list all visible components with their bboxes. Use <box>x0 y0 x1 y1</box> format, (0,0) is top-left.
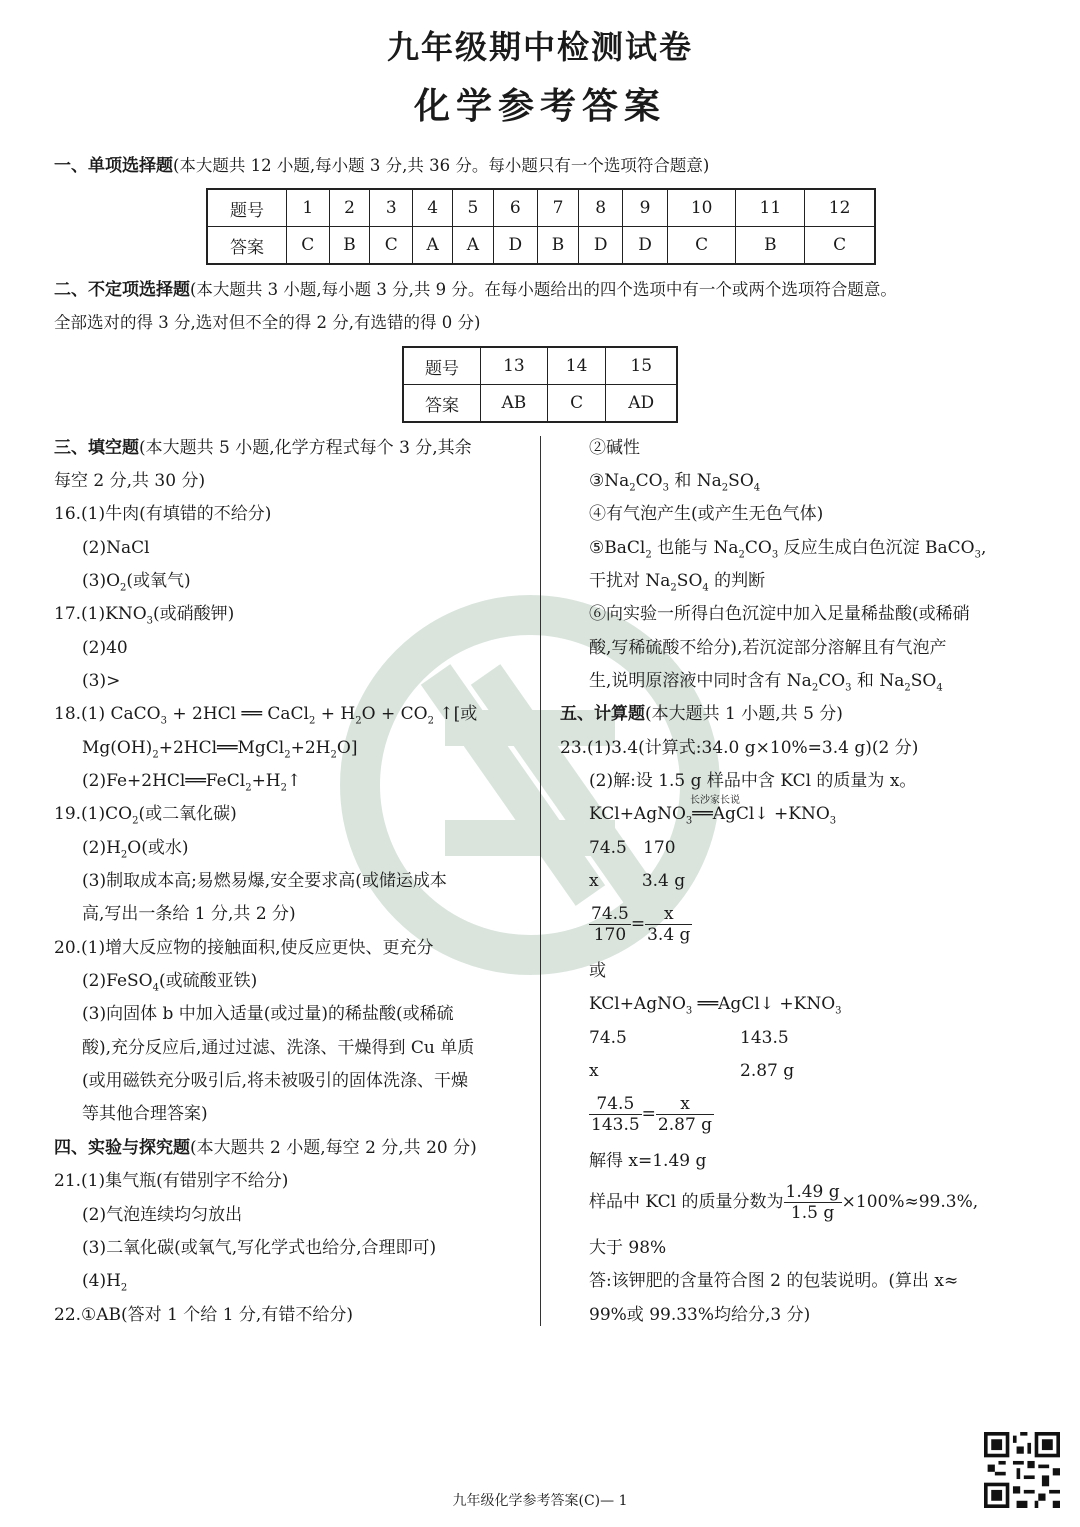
table-cell: A <box>453 227 493 265</box>
answer-line: 2.87 g <box>740 1061 795 1081</box>
table-cell: D <box>623 227 667 265</box>
fraction: $\frac{1.49 g}{1.5 g}$ <box>785 1182 840 1223</box>
answer-line: $(3)O_2$(或氧气) <box>82 571 191 594</box>
answer-line: ④有气泡产生(或产生无色气体) <box>589 504 824 524</box>
answer-line: 高,写出一条给 1 分,共 2 分) <box>82 904 296 924</box>
table-cell: B <box>329 227 370 265</box>
section4-header <box>54 1137 477 1159</box>
section3-heading: 三、填空题 <box>54 438 139 458</box>
answer-line: (3)向固体 b 中加入适量(或过量)的稀盐酸(或稀硫 <box>82 1004 454 1024</box>
answer-line: (2)气泡连续均匀放出 <box>82 1205 243 1225</box>
fraction: $\frac{74.5}{143.5}$ <box>591 1094 640 1135</box>
section3-header <box>54 437 472 459</box>
table-cell: C <box>667 227 736 265</box>
table-cell: 12 <box>805 189 875 227</box>
answer-line: 74.5 <box>589 1028 627 1048</box>
table-header-cell: 答案 <box>403 385 481 423</box>
answer-line: 22.①AB(答对 1 个给 1 分,有错不给分) <box>54 1305 353 1325</box>
section5-heading: 五、计算题 <box>560 704 645 724</box>
table-cell: 6 <box>493 189 537 227</box>
answer-line: (3)制取成本高;易燃易爆,安全要求高(或储运成本 <box>82 871 447 891</box>
answer-line: (3)> <box>82 671 121 691</box>
answer-line: (2)解:设 1.5 g 样品中含 KCl 的质量为 x。 <box>589 771 917 791</box>
table-cell: 5 <box>453 189 493 227</box>
answer-line: ⑥向实验一所得白色沉淀中加入足量稀盐酸(或稀硝 <box>589 604 970 624</box>
table-cell: 1 <box>287 189 330 227</box>
answer-line: 21.(1)集气瓶(有错别字不给分) <box>54 1171 289 1191</box>
answer-line: 答:该钾肥的含量符合图 2 的包装说明。(算出 x≈ <box>589 1271 959 1291</box>
answer-line: 20.(1)增大反应物的接触面积,使反应更快、更充分 <box>54 938 434 958</box>
table-row <box>403 385 677 423</box>
table-cell: C <box>547 385 606 423</box>
fraction-equation-2: $\frac{74.5}{143.5}$ = $\frac{x}{2.87 g}$ <box>591 1094 713 1135</box>
table-row <box>207 227 875 265</box>
section5-header <box>560 703 843 725</box>
table-cell: C <box>370 227 413 265</box>
section1-header <box>54 155 709 177</box>
answer-line: 等其他合理答案) <box>82 1104 208 1124</box>
answer-line: ②碱性 <box>589 438 640 458</box>
answer-line: x <box>589 1061 599 1081</box>
answer-line: $③Na_2CO_3$ 和 $Na_2SO_4$ <box>589 471 761 494</box>
table-cell: B <box>736 227 805 265</box>
fraction: $\frac{x}{3.4 g}$ <box>647 904 691 945</box>
section1-heading: 一、单项选择题 <box>54 156 173 176</box>
answer-line: x 3.4 g <box>589 871 686 891</box>
table-cell: 13 <box>481 347 548 385</box>
table-cell: 11 <box>736 189 805 227</box>
answer-line: 99%或 99.33%均给分,3 分) <box>589 1305 811 1325</box>
answer-line: 大于 98% <box>589 1238 667 1258</box>
fraction: $\frac{x}{2.87 g}$ <box>657 1094 713 1135</box>
answer-line: $17.(1)KNO_3$(或硝酸钾) <box>54 604 235 627</box>
answer-line: 18.(1) CaCO$_3$ + 2HCl ══ CaCl$_2$ + $H_2O + CO_2$ ↑[或 <box>54 704 478 727</box>
table-cell: AB <box>481 385 548 423</box>
answer-line: 干扰对 $Na_2SO_4$ 的判断 <box>589 571 766 594</box>
answer-line: $19.(1)CO_2$(或二氧化碳) <box>54 804 237 827</box>
page-title: 九年级期中检测试卷 <box>386 28 693 66</box>
answer-line: $(2)Fe+2HCl══FeCl_2+H_2↑$ <box>82 771 302 794</box>
page-subtitle: 化学参考答案 <box>413 85 666 127</box>
table-cell: 9 <box>623 189 667 227</box>
answer-line: 酸),充分反应后,通过过滤、洗涤、干燥得到 Cu 单质 <box>82 1038 475 1058</box>
equation-line: KCl+AgNO$_3$══AgCl↓ $+KNO_3$ <box>589 804 837 827</box>
table-cell: 14 <box>547 347 606 385</box>
table-header-cell: 答案 <box>207 227 287 265</box>
table-cell: D <box>578 227 622 265</box>
section1-note: (本大题共 12 小题,每小题 3 分,共 36 分。每小题只有一个选项符合题意) <box>173 156 710 175</box>
answer-line: $Mg(OH)_2+2HCl══MgCl_2+2H_2O$] <box>82 738 358 761</box>
table-header-cell: 题号 <box>403 347 481 385</box>
answer-line: 酸,写稀硫酸不给分),若沉淀部分溶解且有气泡产 <box>589 638 947 658</box>
answer-line: (2)40 <box>82 638 128 658</box>
answer-table-1 <box>206 188 876 265</box>
answer-line: (3)二氧化碳(或氧气,写化学式也给分,合理即可) <box>82 1238 437 1258</box>
watermark-text: 长沙家长说 <box>690 795 740 806</box>
table-cell: 2 <box>329 189 370 227</box>
fraction: $\frac{74.5}{170}$ <box>591 904 629 945</box>
answer-line: 23.(1)3.4(计算式:34.0 g×10%=3.4 g)(2 分) <box>560 738 919 758</box>
section4-note: (本大题共 2 小题,每空 2 分,共 20 分) <box>190 1138 477 1158</box>
table-cell: D <box>493 227 537 265</box>
table-row <box>403 347 677 385</box>
answer-line: 解得 x=1.49 g <box>589 1151 707 1171</box>
percent-line: 样品中 KCl 的质量分数为 $\frac{1.49 g}{1.5 g}$ ×100%≈99.3%, <box>589 1182 979 1223</box>
table-cell: C <box>805 227 875 265</box>
answer-line: 生,说明原溶液中同时含有 $Na_2CO_3$ 和 $Na_2SO_4$ <box>589 671 943 694</box>
table-cell: 4 <box>412 189 452 227</box>
answer-line: 或 <box>589 961 606 981</box>
table-cell: 15 <box>606 347 677 385</box>
answer-line: $(2)H_2O$(或水) <box>82 838 189 861</box>
column-divider <box>540 436 541 1326</box>
table-cell: AD <box>606 385 677 423</box>
table-cell: 8 <box>578 189 622 227</box>
section5-note: (本大题共 1 小题,共 5 分) <box>645 704 843 724</box>
page-footer: 九年级化学参考答案(C)— 1 <box>452 1493 628 1509</box>
answer-line: 143.5 <box>740 1028 789 1048</box>
table-cell: 7 <box>538 189 579 227</box>
section3-note-2: 每空 2 分,共 30 分) <box>54 471 206 491</box>
table-header-cell: 题号 <box>207 189 287 227</box>
answer-line: ⑤BaCl$_2$ 也能与 $Na_2CO_3$ 反应生成白色沉淀 BaCO$_3$, <box>589 538 987 561</box>
answer-table-2 <box>402 346 678 423</box>
answer-line: 16.(1)牛肉(有填错的不给分) <box>54 504 272 524</box>
section4-heading: 四、实验与探究题 <box>54 1138 190 1158</box>
section3-note: (本大题共 5 小题,化学方程式每个 3 分,其余 <box>139 438 472 458</box>
answer-line: (或用磁铁充分吸引后,将未被吸引的固体洗涤、干燥 <box>82 1071 469 1091</box>
section2-note: (本大题共 3 小题,每小题 3 分,共 9 分。在每小题给出的四个选项中有一个或两个选项符合题意。 <box>190 280 897 299</box>
table-cell: A <box>412 227 452 265</box>
table-cell: C <box>287 227 330 265</box>
section2-header <box>54 279 897 301</box>
table-cell: 3 <box>370 189 413 227</box>
answer-line: $(4)H_2$ <box>82 1271 128 1294</box>
answer-line: 74.5 170 <box>589 838 676 858</box>
section2-heading: 二、不定项选择题 <box>54 280 190 300</box>
fraction-equation-1: $\frac{74.5}{170}$ = $\frac{x}{3.4 g}$ <box>591 904 691 945</box>
equation-line: KCl+AgNO$_3$ ══AgCl↓ $+KNO_3$ <box>589 994 842 1017</box>
answer-line: (2)FeSO$_4$(或硫酸亚铁) <box>82 971 258 994</box>
table-cell: 10 <box>667 189 736 227</box>
table-row <box>207 189 875 227</box>
answer-line: (2)NaCl <box>82 538 150 558</box>
section2-note-2: 全部选对的得 3 分,选对但不全的得 2 分,有选错的得 0 分) <box>54 313 481 332</box>
table-cell: B <box>538 227 579 265</box>
